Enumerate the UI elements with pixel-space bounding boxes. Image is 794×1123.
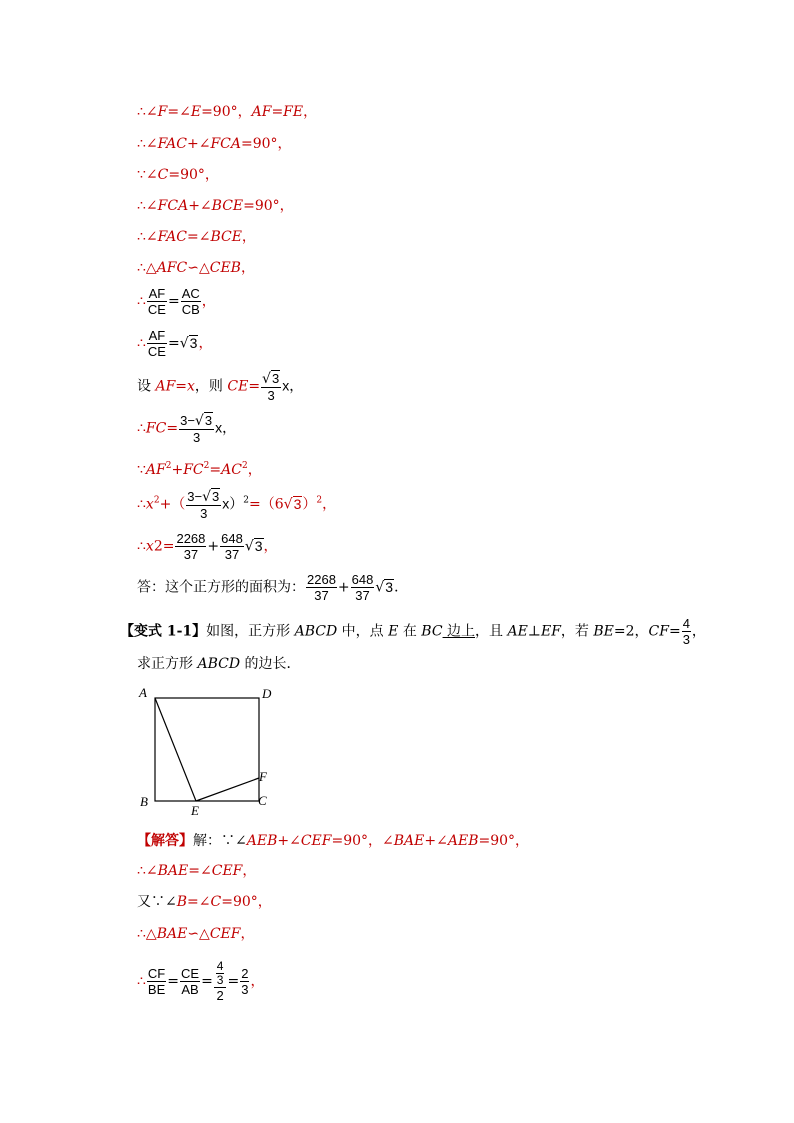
proof-line-1: ∴∠F=∠E=90°，AF=FE， <box>137 104 318 120</box>
segment-ef <box>196 778 259 801</box>
label-c: C <box>258 793 267 808</box>
solution-line-5: ∴ $\frac{CF}{BE}$ = $\frac{CE}{AB}$ = $\frac{\frac{4}{3}}{2}$ = $\frac{2}{3}$ ， <box>137 959 265 1003</box>
proof-line-9: 设 AF=x，则 CE= $\frac{√3}{3}$ x， <box>137 371 304 403</box>
fraction-2268-over-37: $\frac{2268}{37}$ <box>176 531 206 562</box>
proof-line-4: ∴∠FCA+∠BCE=90°， <box>137 198 294 214</box>
fraction-af-ce: $\frac{AF}{CE}$ <box>147 328 166 359</box>
fraction-af-ce: $\frac{AF}{CE}$ <box>147 286 166 317</box>
label-f: F <box>259 769 267 784</box>
proof-line-3: ∵∠C=90°， <box>137 167 219 183</box>
proof-line-2: ∴∠FAC+∠FCA=90°， <box>137 136 292 152</box>
proof-line-7: ∴ $\frac{AF}{CE}$ = $\frac{AC}{CB}$ ， <box>137 286 216 317</box>
solution-line-2: ∴∠BAE=∠CEF， <box>137 863 257 879</box>
proof-line-8: ∴ $\frac{AF}{CE}$ =√3， <box>137 328 213 359</box>
solution-line-4: ∴△BAE∽△CEF， <box>137 926 255 942</box>
proof-line-12: $\therefore x^2+$（ $\frac{3-√3}{3}$ $x)^2=(6√3)^2$， <box>137 489 337 521</box>
fraction-3-minus-sqrt3-over-3: $\frac{3-√3}{3}$ <box>180 413 213 445</box>
solution-line-1: 【解答】解：∵∠AEB+∠CEF=90°，∠BAE+∠AEB=90°， <box>137 833 530 849</box>
fraction-2-over-3: $\frac{2}{3}$ <box>241 966 249 997</box>
proof-line-11: $\because AF^2+FC^2=AC^2$， <box>137 461 262 478</box>
fraction-ce-ab: $\frac{CE}{AB}$ <box>181 966 200 997</box>
solution-tag: 【解答】 <box>137 833 193 849</box>
fraction-4-over-3: $\frac{4}{3}$ <box>682 616 690 647</box>
fraction-648-over-37: $\frac{648}{37}$ <box>221 531 243 562</box>
fraction-cf-be: $\frac{CF}{BE}$ <box>147 966 166 997</box>
proof-line-10: ∴FC= $\frac{3-√3}{3}$ x， <box>137 413 237 445</box>
proof-line-6: ∴△AFC∽△CEB， <box>137 260 255 276</box>
answer-line: 答：这个正方形的面积为： $\frac{2268}{37}$ + $\frac{648}{37}$ √3． <box>137 572 409 603</box>
square-figure <box>130 683 280 818</box>
label-a: A <box>139 685 147 700</box>
variant-question-line-2: 求正方形 ABCD 的边长． <box>137 656 301 672</box>
segment-ae <box>155 698 196 801</box>
proof-line-13: ∴x2= $\frac{2268}{37}$ + $\frac{648}{37}$ √3， <box>137 531 278 562</box>
proof-line-5: ∴∠FAC=∠BCE， <box>137 229 256 245</box>
label-b: B <box>140 794 148 809</box>
fraction-648-over-37: $\frac{648}{37}$ <box>351 572 374 603</box>
variant-question: 【变式 1-1】如图，正方形 ABCD 中，点 E 在 BC 边上，且 AE⊥EF，若 BE=2，CF= $\frac{4}{3}$ ， <box>120 616 706 647</box>
label-d: D <box>262 686 272 701</box>
fraction-2268-over-37: $\frac{2268}{37}$ <box>307 572 336 603</box>
variant-tag: 【变式 1-1】 <box>120 623 207 640</box>
fraction-ac-cb: $\frac{AC}{CB}$ <box>181 286 200 317</box>
fraction-4-3-over-2: $\frac{\frac{4}{3}}{2}$ <box>214 960 227 1003</box>
fraction-3-minus-sqrt3-over-3: $\frac{3-√3}{3}$ <box>187 489 220 521</box>
label-e: E <box>191 803 199 818</box>
square-abcd <box>155 698 259 801</box>
fraction-sqrt3-over-3: $\frac{√3}{3}$ <box>262 371 280 403</box>
solution-line-3: 又∵∠B=∠C=90°， <box>137 894 272 910</box>
